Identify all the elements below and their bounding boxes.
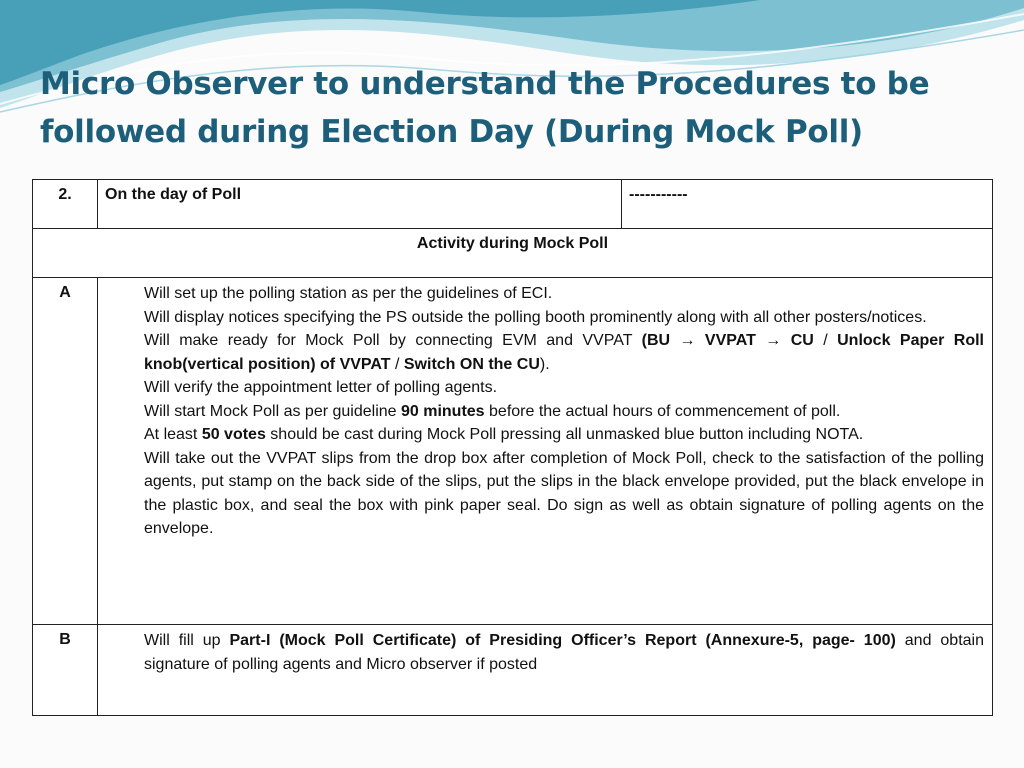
text: / (390, 355, 404, 373)
activity-ready-mock-poll (144, 329, 984, 376)
slide-title-line-1: Micro Observer to understand the Procedures to be (40, 66, 930, 102)
table-row-section-heading (33, 229, 993, 278)
activity-vvpat-slips: Will take out the VVPAT slips from the drop box after completion of Mock Poll, check to the satisfaction of the polling agents, put stamp on the back side of the slips, put the slips in the black envelope provided, put the black envelope in the plastic box, and seal the box with pink paper seal. Do sign as well as obtain signature of polling agents on the envelope. (144, 449, 984, 537)
text: / (813, 332, 838, 349)
text: should be cast during Mock Poll pressing all unmasked blue button including NOTA. (265, 426, 864, 443)
row-b-activity (98, 625, 993, 716)
table-row-a (33, 278, 993, 625)
activity-start-mock-poll (144, 400, 984, 424)
activity-setup-station: Will set up the polling station as per the guidelines of ECI. (144, 285, 553, 302)
text: Will fill up (144, 632, 230, 649)
bold-text: 90 minutes (400, 402, 485, 420)
mock-poll-procedure-table (32, 179, 993, 716)
slide-title-line-2: followed during Election Day (During Mock Poll) (40, 114, 863, 150)
text: Will start Mock Poll as per guideline (144, 402, 401, 420)
bold-text: Unlock Paper Roll knob(vertical position) of VVPAT (144, 332, 985, 373)
bold-text: Switch ON the CU (403, 355, 540, 373)
row-a-activities (98, 278, 993, 625)
activity-verify-appointment: Will verify the appointment letter of polling agents. (144, 379, 498, 396)
activity-display-notices: Will display notices specifying the PS outside the polling booth prominently along with all other posters/notices. (144, 308, 927, 326)
row-label-b: B (33, 625, 98, 716)
text: At least (144, 426, 202, 443)
text: before the actual hours of commencement of poll. (484, 402, 841, 420)
bold-text: 50 votes (201, 426, 266, 443)
activity-cast-votes (144, 423, 984, 447)
row-label-a: A (33, 278, 98, 625)
section-heading-mock-poll: Activity during Mock Poll (33, 229, 993, 278)
bold-text: Part-I (Mock Poll Certificate) of Presiding Officer’s Report (Annexure-5, page- 100) (229, 632, 896, 649)
activity-fill-certificate (144, 629, 984, 676)
bold-text: (BU → VVPAT → CU (641, 332, 814, 349)
day-of-poll-value: ----------- (622, 180, 993, 229)
slide-title (40, 60, 1000, 156)
text: ). (539, 355, 550, 373)
day-of-poll-label: On the day of Poll (98, 180, 622, 229)
table-row-day-of-poll (33, 180, 993, 229)
text: Will make ready for Mock Poll by connecting EVM and VVPAT (144, 332, 642, 349)
table-row-b (33, 625, 993, 716)
row-number-cell: 2. (33, 180, 98, 229)
text: and obtain signature of polling agents and Micro observer if posted (144, 632, 985, 673)
